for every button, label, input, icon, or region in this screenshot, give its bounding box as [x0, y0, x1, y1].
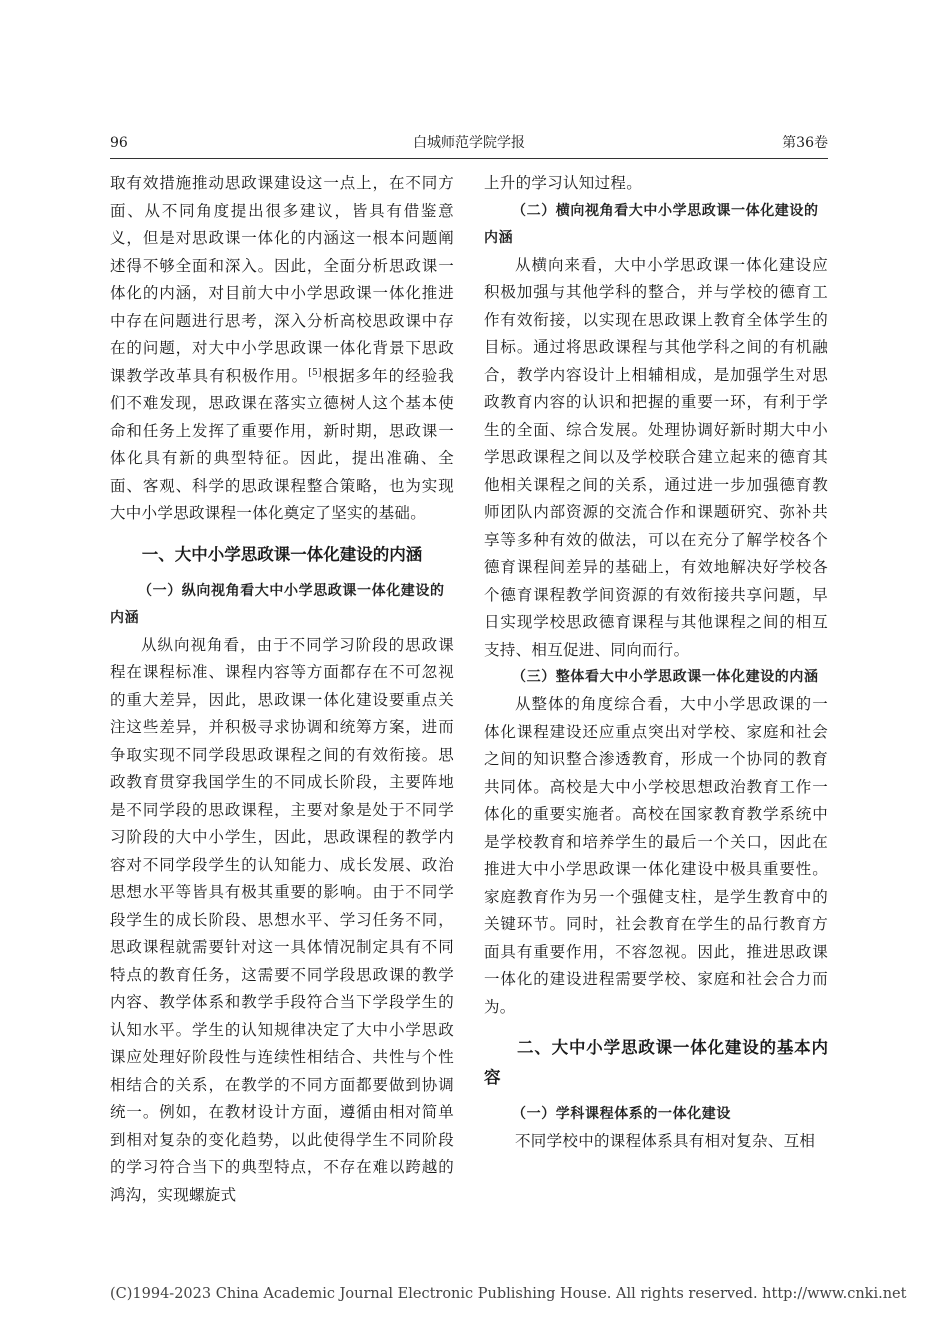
subsection-heading-2: （二）横向视角看大中小学思政课一体化建设的内涵 [484, 202, 819, 246]
left-column [110, 170, 454, 1209]
subsection-heading-4: （一）学科课程体系的一体化建设 [512, 1106, 731, 1122]
volume-label: 第36卷 [782, 135, 828, 151]
citation-ref[interactable]: [5] [308, 367, 322, 378]
section-heading-2: 二、大中小学思政课一体化建设的基本内容 [484, 1038, 828, 1087]
paragraph: 从横向来看，大中小学思政课一体化建设应积极加强与其他学科的整合，并与学校的德育工作有效衔接，以实现在思政课上教育全体学生的目标。通过将思政课程与其他学科之间的有机融合，教学内容设计上相辅相成，是加强学生对思政教育内容的认识和把握的重要一环，有利于学生的全面、综合发展。处理协调好新时期大中小学思政课程之间以及学校联合建立起来的德育其他相关课程之间的关系，通过进一步加强德育教师团队内部资源的交流合作和课题研究、弥补共享等多种有效的做法，可以在充分了解学校各个德育课程间差异的基础上，有效地解决好学校各个德育课程教学间资源的有效衔接共享问题，早日实现学校思政德育课程与其他课程之间的相互支持、相互促进、同向而行。 [484, 255, 828, 659]
paragraph: 从整体的角度综合看，大中小学思政课的一体化课程建设还应重点突出对学校、家庭和社会之间的知识整合渗透教育，形成一个协同的教育共同体。高校是大中小学校思想政治教育工作一体化的重要实施者。高校在国家教育教学系统中是学校教育和培养学生的最后一个关口，因此在推进大中小学思政课一体化建设中极具重要性。家庭教育作为另一个强健支柱，是学生教育中的关键环节。同时，社会教育在学生的品行教育方面具有重要作用，不容忽视。因此，推进思政课一体化的建设进程需要学校、家庭和社会合力而为。 [484, 695, 828, 1016]
subsection-heading-3: （三）整体看大中小学思政课一体化建设的内涵 [512, 669, 819, 685]
section-heading-1: 一、大中小学思政课一体化建设的内涵 [141, 544, 423, 564]
page-header [110, 132, 828, 154]
journal-title: 白城师范学院学报 [413, 135, 525, 151]
copyright-footer: (C)1994-2023 China Academic Journal Electronic Publishing House. All rights reserved. http://www.cnki.net [110, 1286, 907, 1302]
header-rule [110, 158, 828, 159]
page-number: 96 [110, 135, 128, 151]
paragraph-continued: 上升的学习认知过程。 [484, 174, 643, 192]
paragraph-text: 取有效措施推动思政课建设这一点上，在不同方面、从不同角度提出很多建议，皆具有借鉴意义，但是对思政课一体化的内涵这一根本问题阐述得不够全面和深入。因此，全面分析思政课一体化的内涵，对目前大中小学思政课一体化推进中存在问题进行思考，深入分析高校思政课中存在的问题，对大中小学思政课一体化背景下思政课教学改革具有积极作用。 [110, 174, 454, 385]
paragraph-text: 根据多年的经验我们不难发现，思政课在落实立德树人这个基本使命和任务上发挥了重要作用，新时期，思政课一体化具有新的典型特征。因此，提出准确、全面、客观、科学的思政课程整合策略，也为实现大中小学思政课程一体化奠定了坚实的基础。 [110, 366, 454, 522]
paragraph: 不同学校中的课程体系具有相对复杂、互相 [515, 1132, 816, 1150]
paragraph: 从纵向视角看，由于不同学习阶段的思政课程在课程标准、课程内容等方面都存在不可忽视的重大差异，因此，思政课一体化建设要重点关注这些差异，并积极寻求协调和统筹方案，进而争取实现不同学段思政课程之间的有效衔接。思政教育贯穿我国学生的不同成长阶段，主要阵地是不同学段的思政课程，主要对象是处于不同学习阶段的大中小学生，因此，思政课程的教学内容对不同学段学生的认知能力、成长发展、政治思想水平等皆具有极其重要的影响。由于不同学段学生的成长阶段、思想水平、学习任务不同，思政课程就需要针对这一具体情况制定具有不同特点的教育任务，这需要不同学段思政课的教学内容、教学体系和教学手段符合当下学段学生的认知水平。学生的认知规律决定了大中小学思政课应处理好阶段性与连续性相结合、共性与个性相结合的关系，在教学的不同方面都要做到协调统一。例如，在教材设计方面，遵循由相对简单到相对复杂的变化趋势，以此使得学生不同阶段的学习符合当下的典型特点，不存在难以跨越的鸿沟，实现螺旋式 [110, 635, 454, 1204]
paragraph-continued [110, 170, 454, 528]
right-column [484, 170, 828, 1156]
subsection-heading-1: （一）纵向视角看大中小学思政课一体化建设的内涵 [110, 582, 445, 626]
